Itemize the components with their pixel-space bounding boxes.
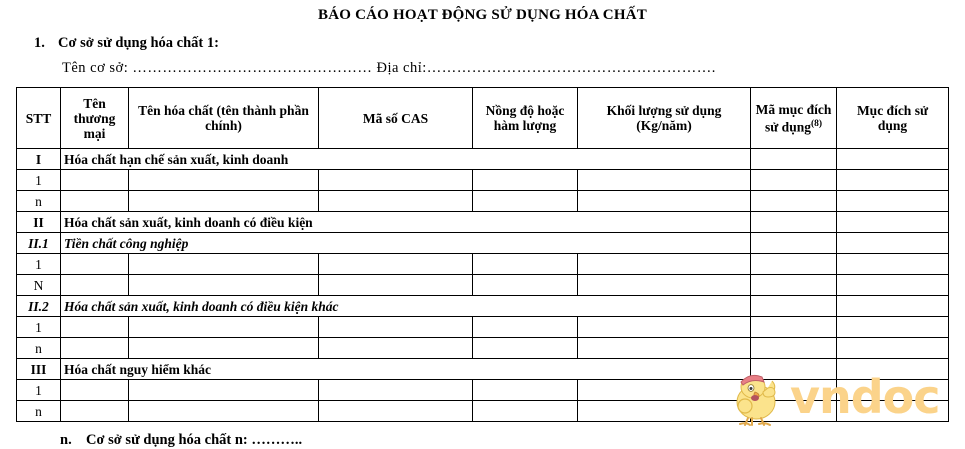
data-cell[interactable] [751,254,837,275]
table-row [17,275,949,296]
data-cell[interactable] [129,317,319,338]
column-header-concentration: Nồng độ hoặc hàm lượng [473,88,578,149]
data-cell[interactable] [319,275,473,296]
table-header-row [17,88,949,149]
data-cell[interactable] [473,275,578,296]
row-index-cell: n [17,401,61,422]
table-row [17,401,949,422]
table-row [17,212,949,233]
data-cell[interactable] [129,275,319,296]
row-index-cell: II.1 [17,233,61,254]
data-cell[interactable] [319,317,473,338]
data-cell[interactable] [578,338,751,359]
page-title: BÁO CÁO HOẠT ĐỘNG SỬ DỤNG HÓA CHẤT [318,7,647,23]
table-row [17,233,949,254]
row-index-cell: II.2 [17,296,61,317]
data-cell[interactable] [837,254,949,275]
data-cell[interactable] [129,254,319,275]
data-cell[interactable] [837,338,949,359]
table-row [17,254,949,275]
column-header-purpose: Mục đích sử dụng [837,88,949,149]
column-header-chemical-name: Tên hóa chất (tên thành phần chính) [129,88,319,149]
group-label-cell: Hóa chất sản xuất, kinh doanh có điều kiện khác [61,296,751,317]
data-cell[interactable] [129,380,319,401]
data-cell[interactable] [578,401,751,422]
chemical-usage-table [16,87,949,422]
data-cell[interactable] [319,170,473,191]
data-cell[interactable] [751,401,837,422]
data-cell[interactable] [751,191,837,212]
data-cell[interactable] [751,317,837,338]
data-cell[interactable] [129,338,319,359]
data-cell[interactable] [473,338,578,359]
data-cell[interactable] [751,380,837,401]
watermark-text: vndoc [790,370,940,424]
data-cell[interactable] [319,254,473,275]
data-cell[interactable] [473,317,578,338]
row-index-cell: II [17,212,61,233]
data-cell[interactable] [578,380,751,401]
data-cell[interactable] [61,170,129,191]
table-row [17,359,949,380]
data-cell[interactable] [473,254,578,275]
data-cell[interactable] [129,191,319,212]
data-cell[interactable] [751,296,837,317]
footer-heading [0,432,965,449]
row-index-cell: 1 [17,380,61,401]
group-label-cell: Hóa chất nguy hiểm khác [61,359,751,380]
data-cell[interactable] [61,380,129,401]
data-cell[interactable] [837,401,949,422]
group-label-cell: Tiền chất công nghiệp [61,233,751,254]
data-cell[interactable] [578,170,751,191]
facility-fields-line: Tên cơ sở: ………………………………………… Địa chỉ:…………………………………………………. [62,60,716,76]
data-cell[interactable] [61,401,129,422]
data-cell[interactable] [751,338,837,359]
column-header-usage-volume: Khối lượng sử dụng (Kg/năm) [578,88,751,149]
report-table-wrapper [0,87,965,422]
data-cell[interactable] [473,380,578,401]
footer-label: Cơ sở sử dụng hóa chất n: ……….. [86,432,303,448]
table-row [17,317,949,338]
data-cell[interactable] [61,317,129,338]
row-index-cell: I [17,149,61,170]
data-cell[interactable] [751,233,837,254]
section-label: Cơ sở sử dụng hóa chất 1: [58,35,219,51]
data-cell[interactable] [129,170,319,191]
column-header-stt: STT [17,88,61,149]
data-cell[interactable] [319,191,473,212]
data-cell[interactable] [129,401,319,422]
data-cell[interactable] [837,170,949,191]
data-cell[interactable] [61,254,129,275]
table-row [17,170,949,191]
data-cell[interactable] [319,338,473,359]
data-cell[interactable] [751,359,837,380]
data-cell[interactable] [319,401,473,422]
table-row [17,191,949,212]
data-cell[interactable] [837,149,949,170]
footer-number: n. [60,432,72,448]
row-index-cell: N [17,275,61,296]
data-cell[interactable] [837,233,949,254]
data-cell[interactable] [578,254,751,275]
data-cell[interactable] [837,296,949,317]
data-cell[interactable] [837,191,949,212]
data-cell[interactable] [751,275,837,296]
section-number: 1. [34,35,45,51]
column-header-purpose-code [751,88,837,149]
footnote-marker: (8) [810,118,823,129]
group-label-cell: Hóa chất hạn chế sản xuất, kinh doanh [61,149,751,170]
row-index-cell: III [17,359,61,380]
data-cell[interactable] [578,317,751,338]
data-cell[interactable] [473,170,578,191]
data-cell[interactable] [61,191,129,212]
row-index-cell: 1 [17,317,61,338]
data-cell[interactable] [319,380,473,401]
data-cell[interactable] [578,191,751,212]
group-label-cell: Hóa chất sản xuất, kinh doanh có điều kiện [61,212,751,233]
data-cell[interactable] [837,380,949,401]
row-index-cell: 1 [17,170,61,191]
table-row [17,149,949,170]
row-index-cell: 1 [17,254,61,275]
data-cell[interactable] [837,275,949,296]
data-cell[interactable] [61,338,129,359]
column-header-trade-name: Tên thương mại [61,88,129,149]
section-heading [0,35,965,52]
table-row [17,380,949,401]
data-cell[interactable] [61,275,129,296]
purpose-code-label: Mã mục đích sử dụng [755,101,832,135]
column-header-cas-number: Mã số CAS [319,88,473,149]
row-index-cell: n [17,191,61,212]
row-index-cell: n [17,338,61,359]
data-cell[interactable] [473,401,578,422]
data-cell[interactable] [751,149,837,170]
data-cell[interactable] [751,170,837,191]
data-cell[interactable] [578,275,751,296]
table-row [17,296,949,317]
table-row [17,338,949,359]
data-cell[interactable] [837,317,949,338]
data-cell[interactable] [751,212,837,233]
table-body [17,149,949,422]
data-cell[interactable] [473,191,578,212]
data-cell[interactable] [837,359,949,380]
data-cell[interactable] [837,212,949,233]
